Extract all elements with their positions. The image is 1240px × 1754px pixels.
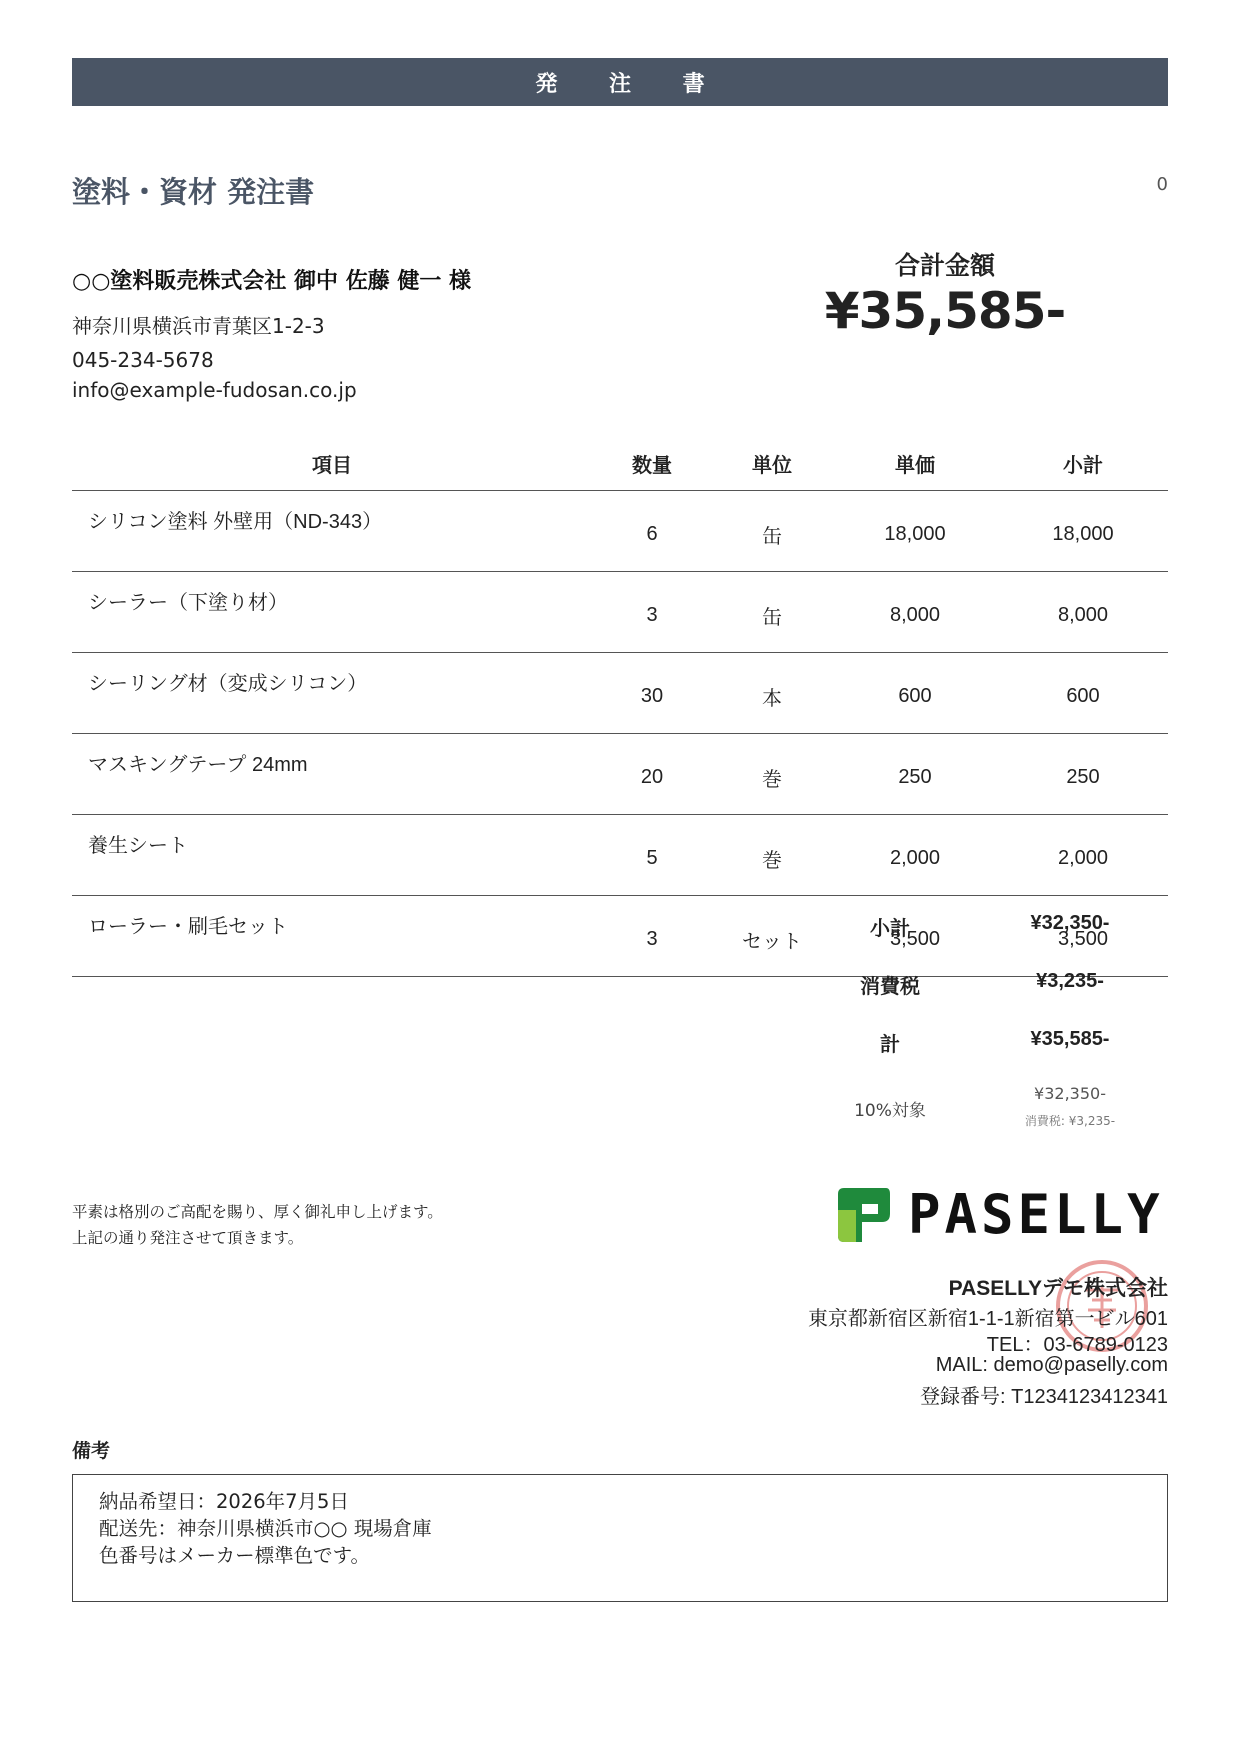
item-qty: 3 <box>592 896 712 977</box>
recipient-phone: 045-234-5678 <box>72 348 214 372</box>
grand-total-label: 計 <box>880 1034 900 1056</box>
item-unit: 缶 <box>712 491 832 572</box>
greeting-line-1: 平素は格別のご高配を賜り、厚く御礼申し上げます。 <box>72 1203 443 1221</box>
tax-label: 消費税 <box>860 976 920 998</box>
item-price: 600 <box>832 653 998 734</box>
tax-value: ¥3,235- <box>1036 970 1104 992</box>
item-subtotal: 2,000 <box>998 815 1168 896</box>
item-qty: 30 <box>592 653 712 734</box>
company-registration: 登録番号: T1234123412341 <box>920 1386 1168 1408</box>
company-tel: TEL：03-6789-0123 <box>986 1334 1168 1356</box>
item-unit: セット <box>712 896 832 977</box>
item-qty: 3 <box>592 572 712 653</box>
item-name: マスキングテープ 24mm <box>72 734 592 815</box>
total-amount-label: 合計金額 <box>894 251 995 280</box>
notes-line: 納品希望日：2026年7月5日 <box>99 1490 349 1513</box>
notes-line: 配送先：神奈川県横浜市○○ 現場倉庫 <box>99 1516 432 1540</box>
header-price: 単価 <box>832 436 998 491</box>
item-unit: 本 <box>712 653 832 734</box>
table-row <box>72 572 1168 653</box>
item-subtotal: 18,000 <box>998 491 1168 572</box>
recipient-name: ○○塗料販売株式会社 御中 佐藤 健一 様 <box>72 269 472 294</box>
item-name: シーラー（下塗り材） <box>72 572 592 653</box>
table-header-row <box>72 436 1168 491</box>
item-unit: 缶 <box>712 572 832 653</box>
banner-title: 発 注 書 <box>535 71 727 97</box>
table-row <box>72 734 1168 815</box>
item-unit: 巻 <box>712 815 832 896</box>
tax-rate-label: 10%対象 <box>854 1101 926 1121</box>
company-logo <box>836 1183 1164 1246</box>
company-mail: MAIL: demo@paselly.com <box>935 1354 1168 1376</box>
document-type-banner <box>72 58 1168 106</box>
table-row <box>72 653 1168 734</box>
item-price: 250 <box>832 734 998 815</box>
item-name: 養生シート <box>72 815 592 896</box>
header-unit: 単位 <box>712 436 832 491</box>
logo-wordmark: PASELLY <box>908 1183 1164 1246</box>
table-row <box>72 491 1168 572</box>
header-qty: 数量 <box>592 436 712 491</box>
paselly-logo-icon <box>836 1186 892 1244</box>
item-subtotal: 250 <box>998 734 1168 815</box>
item-unit: 巻 <box>712 734 832 815</box>
item-name: シーリング材（変成シリコン） <box>72 653 592 734</box>
item-qty: 20 <box>592 734 712 815</box>
subtotal-value: ¥32,350- <box>1030 912 1110 934</box>
header-item: 項目 <box>72 436 592 491</box>
item-qty: 5 <box>592 815 712 896</box>
table-row <box>72 896 1168 977</box>
item-subtotal: 600 <box>998 653 1168 734</box>
notes-box <box>72 1474 1168 1602</box>
item-price: 2,000 <box>832 815 998 896</box>
items-table <box>72 436 1168 977</box>
item-price: 18,000 <box>832 491 998 572</box>
item-subtotal: 3,500 <box>998 896 1168 977</box>
notes-label: 備考 <box>72 1440 111 1462</box>
company-name: PASELLYデモ株式会社 <box>948 1277 1168 1300</box>
notes-line: 色番号はメーカー標準色です。 <box>99 1543 371 1567</box>
item-name: シリコン塗料 外壁用（ND-343） <box>72 491 592 572</box>
subtotal-label: 小計 <box>870 918 910 940</box>
document-title: 塗料・資材 発注書 <box>72 175 315 209</box>
item-price: 8,000 <box>832 572 998 653</box>
item-subtotal: 8,000 <box>998 572 1168 653</box>
item-qty: 6 <box>592 491 712 572</box>
table-row <box>72 815 1168 896</box>
document-number: 0 <box>1156 174 1168 195</box>
tax-rate-tax: 消費税: ¥3,235- <box>1024 1114 1116 1128</box>
grand-total-value: ¥35,585- <box>1030 1028 1110 1050</box>
item-name: ローラー・刷毛セット <box>72 896 592 977</box>
total-amount-value: ¥35,585- <box>824 282 1066 340</box>
tax-rate-base: ¥32,350- <box>1034 1084 1106 1103</box>
greeting-line-2: 上記の通り発注させて頂きます。 <box>72 1229 304 1247</box>
company-address: 東京都新宿区新宿1-1-1新宿第一ビル601 <box>807 1308 1168 1330</box>
recipient-address: 神奈川県横浜市青葉区1-2-3 <box>72 314 325 338</box>
header-subtotal: 小計 <box>998 436 1168 491</box>
item-price: 3,500 <box>832 896 998 977</box>
recipient-email: info@example-fudosan.co.jp <box>72 378 357 402</box>
